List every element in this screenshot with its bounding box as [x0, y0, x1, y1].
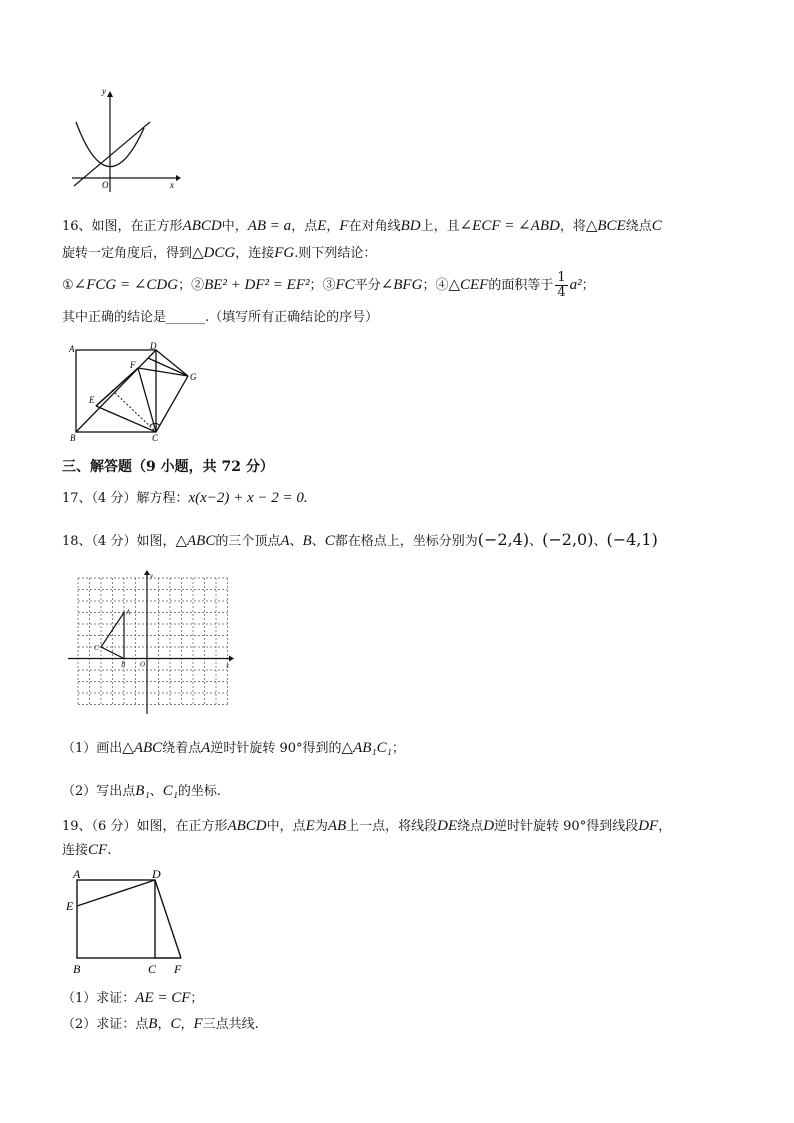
- q18-sub2: [62, 781, 221, 802]
- label-A: A: [73, 868, 81, 881]
- math: AB = a: [247, 218, 292, 234]
- q18-text: 、: [149, 784, 163, 799]
- coordinate-A: (−2,4): [477, 530, 530, 549]
- math: F: [339, 218, 349, 234]
- q19-text: 三点共线.: [202, 1017, 259, 1032]
- q16-text: 旋转一定角度后，得到: [62, 246, 193, 261]
- math: E: [317, 218, 327, 234]
- q16-text: .则下列结论：: [294, 246, 377, 261]
- q19-text: （1）求证：: [62, 991, 136, 1006]
- math: △BCE: [585, 218, 626, 234]
- label-C: C: [94, 644, 99, 652]
- q19-text: 中，点: [266, 819, 306, 834]
- q19-text: （2）求证：点: [62, 1017, 149, 1032]
- math: ∠BFG: [380, 277, 423, 293]
- q18-text: 的坐标.: [177, 784, 222, 799]
- q16-text: 绕点: [625, 219, 652, 234]
- math: A: [280, 533, 290, 549]
- math: C₁: [162, 783, 178, 799]
- label-C: C: [152, 433, 159, 443]
- q18-text: 18、（4 分）如图，: [62, 534, 176, 549]
- math: B: [148, 1016, 158, 1032]
- label-E: E: [66, 899, 74, 913]
- q16-text: 中，: [221, 219, 248, 234]
- math: △CEF: [448, 277, 489, 293]
- q16-line2: [62, 243, 376, 264]
- math: a²: [569, 277, 582, 293]
- q19-text: 绕点: [457, 819, 484, 834]
- fraction-numerator: 1: [557, 270, 566, 285]
- coordinate-C: (−4,1): [606, 530, 658, 549]
- label-B: B: [70, 433, 76, 443]
- math: △DCG: [192, 245, 236, 261]
- math: FG: [274, 245, 295, 261]
- x-axis-label: x: [226, 661, 230, 670]
- math: CF: [88, 842, 108, 858]
- q19-sub1: [62, 988, 203, 1009]
- coordinate-B: (−2,0): [542, 530, 594, 549]
- math: ∠FCG = ∠CDG: [73, 277, 179, 293]
- q18-sub1: [62, 738, 405, 759]
- q19-text: 为: [314, 819, 328, 834]
- label-A: A: [126, 608, 131, 617]
- q19-sub2: [62, 1014, 259, 1035]
- q18-text: ；: [391, 741, 405, 756]
- math: ABCD: [227, 818, 267, 834]
- q16-text: 上，且: [420, 219, 460, 234]
- fraction: [555, 271, 567, 300]
- q16-text: 的面积等于: [488, 278, 554, 293]
- q19-text: 19、（6 分）如图，在正方形: [62, 819, 228, 834]
- math: A: [201, 740, 211, 756]
- q19-text: 上一点，将线段: [346, 819, 438, 834]
- section-heading: 三、解答题（9 小题，共 72 分）: [62, 459, 274, 475]
- q16-text: 在对角线: [348, 219, 401, 234]
- math: BE² + DF² = EF²: [204, 277, 310, 293]
- math: C: [324, 533, 335, 549]
- q19-text: ，: [180, 1017, 194, 1032]
- q17-text: 17、（4 分）解方程：: [62, 491, 189, 506]
- q18-text: 、: [289, 534, 303, 549]
- label-C: C: [148, 962, 157, 976]
- math: AE = CF: [135, 990, 191, 1006]
- q16-text: ，将: [559, 219, 586, 234]
- math: △AB₁C₁: [341, 740, 392, 756]
- math: C: [170, 1016, 181, 1032]
- math: C: [651, 218, 662, 234]
- math: E: [305, 818, 315, 834]
- q16-text: ①: [62, 278, 74, 293]
- math: DF: [638, 818, 659, 834]
- q16-text: ，: [326, 219, 340, 234]
- q18-text: 、: [311, 534, 325, 549]
- label-B: B: [121, 660, 126, 669]
- q19-text: ；: [190, 991, 204, 1006]
- label-B: B: [73, 962, 81, 976]
- math: F: [193, 1016, 203, 1032]
- label-A: A: [69, 344, 75, 354]
- q18-text: 的三个顶点: [215, 534, 281, 549]
- q16-text: ；②: [178, 278, 205, 293]
- math: B₁: [135, 783, 150, 799]
- q19-line2: [62, 840, 111, 861]
- q16-line4: 其中正确的结论是______.（填写所有正确结论的序号）: [62, 310, 379, 325]
- q17: [62, 488, 308, 509]
- q18-text: （1）画出: [62, 741, 123, 756]
- label-D: D: [150, 341, 157, 351]
- origin-label: O: [140, 660, 146, 669]
- y-axis-label: y: [102, 88, 106, 96]
- y-axis-label: y: [150, 572, 154, 580]
- math: BD: [400, 218, 421, 234]
- label-E: E: [89, 395, 95, 405]
- x-axis-label: x: [170, 180, 174, 190]
- q18-text: 绕着点: [162, 741, 202, 756]
- q16-text: ，点: [291, 219, 318, 234]
- math: △ABC: [175, 533, 216, 549]
- q16-text: ；④: [422, 278, 449, 293]
- x-axis-arrow: [229, 656, 234, 662]
- math: D: [483, 818, 495, 834]
- q16-text: 平分: [354, 278, 381, 293]
- q18-text: 、: [593, 534, 607, 549]
- q18-stem: [62, 530, 658, 552]
- math: ∠ECF = ∠ABD: [459, 218, 560, 234]
- q19-text: ，: [157, 1017, 171, 1032]
- label-F: F: [174, 962, 182, 976]
- label-D: D: [152, 868, 161, 881]
- math: ABCD: [182, 218, 222, 234]
- q16-text: ；: [581, 278, 595, 293]
- q18-text: 逆时针旋转 90°得到的: [210, 741, 342, 756]
- q19-square-figure: [64, 868, 196, 978]
- label-G: G: [190, 372, 197, 382]
- q19-text: ，: [658, 819, 672, 834]
- parabola-line-graph: [68, 88, 183, 196]
- origin-label: O: [102, 180, 109, 190]
- math: AB: [327, 818, 347, 834]
- q16-line3: [62, 268, 595, 303]
- q19-text: .: [107, 843, 112, 858]
- math: FC: [335, 277, 355, 293]
- q16-square-figure: [64, 340, 204, 446]
- q18-text: 都在格点上，坐标分别为: [334, 534, 478, 549]
- q19-text: 连接: [62, 843, 89, 858]
- q16-text: ；③: [309, 278, 336, 293]
- fraction-denominator: 4: [557, 285, 566, 300]
- q16-text: ，连接: [235, 246, 275, 261]
- q19-line1: [62, 816, 671, 837]
- label-F: F: [130, 360, 136, 370]
- q18-coordinate-grid: [66, 570, 236, 716]
- q16-line1: [62, 216, 662, 237]
- q18-text: （2）写出点: [62, 784, 136, 799]
- math: △ABC: [122, 740, 163, 756]
- q18-text: 、: [529, 534, 543, 549]
- math: B: [302, 533, 312, 549]
- q16-text: 16、如图，在正方形: [62, 219, 183, 234]
- math: DE: [437, 818, 458, 834]
- q19-text: 逆时针旋转 90°得到线段: [494, 819, 639, 834]
- q17-equation: x(x−2) + x − 2 = 0.: [188, 490, 308, 506]
